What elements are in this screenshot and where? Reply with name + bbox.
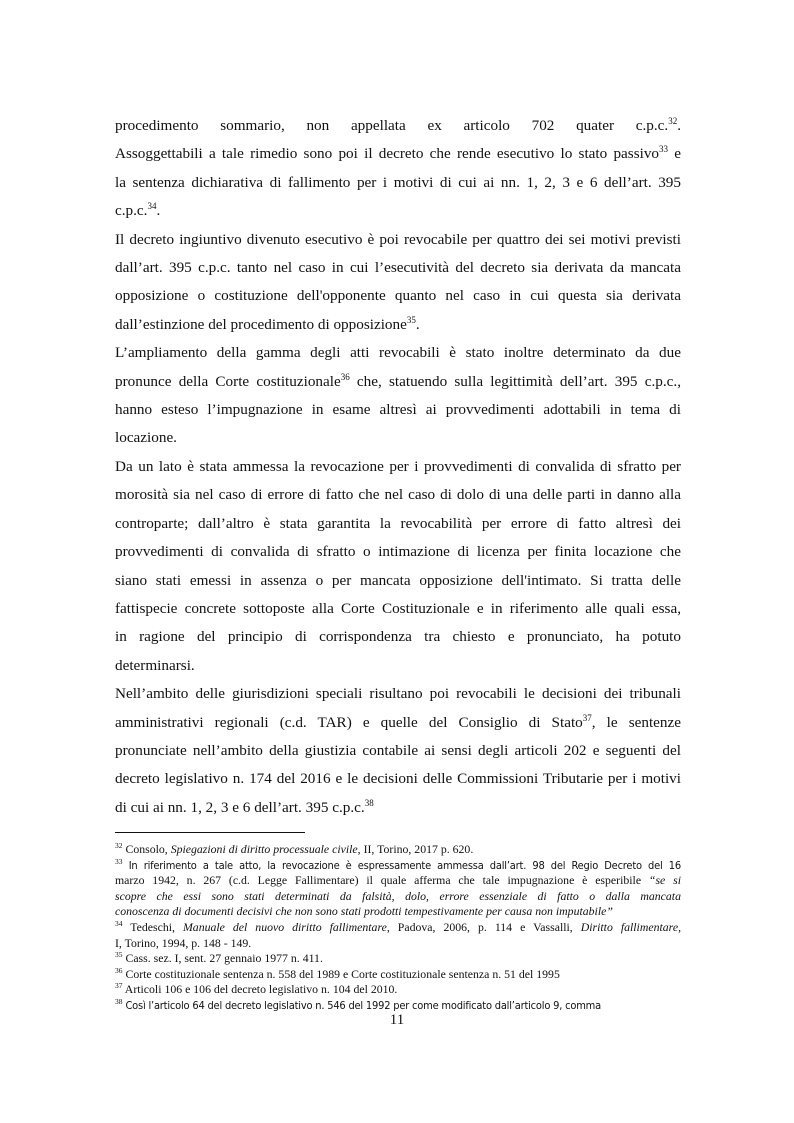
text-line: [115, 254, 681, 282]
italic-text: “se si: [648, 873, 681, 888]
text-run: hanno esteso l’impugnazione in esame altresì ai provvedimenti adottabili in tema di: [115, 401, 681, 419]
text-line: [115, 510, 681, 538]
text-run: Corte costituzionale sentenza n. 558 del 1989 e Corte costituzionale sentenza n. 51 del 1995: [122, 966, 560, 981]
footnote-number: 37: [115, 981, 123, 991]
text-run: decreto legislativo n. 174 del 2016 e le decisioni delle Commissioni Tributarie per i motivi: [115, 770, 681, 788]
footnote-line: [115, 904, 681, 920]
text-run: di cui ai nn. 1, 2, 3 e 6 dell’art. 395 c.p.c.: [115, 798, 365, 816]
text-line: [115, 709, 681, 737]
text-line: [115, 481, 681, 509]
text-line: [115, 282, 681, 310]
text-run: pronunce della Corte costituzionale: [115, 372, 341, 390]
footnote-line: [115, 982, 681, 998]
text-line: [115, 765, 681, 793]
footnote: [115, 842, 681, 858]
text-run: Tedeschi,: [122, 919, 183, 934]
page-number: 11: [389, 1012, 405, 1028]
text-line: [115, 794, 681, 822]
footnote: [115, 967, 681, 983]
text-run: I, Torino, 1994, p. 148 - 149.: [115, 935, 252, 950]
text-run: marzo 1942, n. 267 (c.d. Legge Fallimentare) il quale afferma che tale impugnazione è esperibile: [115, 873, 649, 888]
text-line: [115, 396, 681, 424]
paragraph: [115, 112, 681, 226]
text-run: c.p.c.: [115, 202, 148, 220]
text-run: Assoggettabili a tale rimedio sono poi il decreto che rende esecutivo lo stato passivo: [115, 145, 660, 163]
footnote: [115, 951, 681, 967]
paragraph: [115, 680, 681, 822]
footnote-line: [115, 889, 681, 905]
text-run: controparte; dall’altro è stata garantita la revocabilità per errore di fatto altresì dei: [115, 514, 681, 532]
footnote-ref: 35: [406, 314, 416, 325]
footnote-ref: 36: [340, 371, 350, 382]
italic-text: Manuale del nuovo diritto fallimentare: [182, 919, 387, 934]
text-line: [115, 737, 681, 765]
text-line: [115, 595, 681, 623]
footnote-line: [115, 920, 681, 936]
text-run: morosità sia nel caso di errore di fatto che nel caso di dolo di una delle parti in danno alla: [115, 486, 681, 504]
text-run: dall’art. 395 c.p.c. tanto nel caso in cui l’esecutività del decreto sia derivata da mancata: [115, 259, 681, 277]
text-run: provvedimenti di convalida di sfratto o intimazione di licenza per finita locazione che: [115, 543, 681, 561]
text-line: [115, 368, 681, 396]
footnote-number: 34: [115, 919, 123, 929]
body-text: [115, 112, 681, 822]
text-run: determinarsi.: [115, 656, 195, 674]
italic-text: Spiegazioni di diritto processuale civile: [170, 842, 358, 856]
footnote-line: [115, 951, 681, 967]
text-run: , II, Torino, 2017 p. 620.: [357, 842, 474, 856]
text-line: [115, 311, 681, 339]
text-run: procedimento sommario, non appellata ex articolo 702 quater c.p.c.: [115, 117, 669, 134]
text-line: [115, 538, 681, 566]
text-run: che, statuendo sulla legittimità dell’art. 395 c.p.c.,: [349, 372, 681, 390]
text-line: [115, 623, 681, 651]
text-run: Nell’ambito delle giurisdizioni speciali risultano poi revocabili le decisioni dei tribunali: [115, 685, 681, 703]
footnote-ref: 38: [364, 797, 374, 808]
text-run: .: [156, 202, 161, 220]
text-run: L’ampliamento della gamma degli atti revocabili è stato inoltre determinato da due: [115, 344, 681, 362]
text-line: [115, 112, 681, 140]
text-line: [115, 197, 681, 225]
italic-text: scopre che essi sono stati determinati da falsità, dolo, errore essenziale di fatto o dalla mancata: [115, 888, 681, 903]
text-line: [115, 339, 681, 367]
text-run: ,: [678, 919, 682, 934]
footnote-separator: [115, 832, 305, 833]
text-line: [115, 680, 681, 708]
italic-text: conoscenza di documenti decisivi che non sono stati prodotti tempestivamente per causa non imputabile”: [115, 904, 613, 919]
footnote-line: [115, 858, 681, 874]
text-line: [115, 226, 681, 254]
text-run: Consolo,: [122, 842, 171, 856]
footnote-ref: 32: [668, 115, 678, 126]
footnote-ref: 37: [582, 712, 592, 723]
footnotes: [115, 842, 681, 1014]
footnote-line: [115, 936, 681, 952]
footnote: [115, 982, 681, 998]
footnote-ref: 34: [147, 201, 157, 212]
text-run: Articoli 106 e 106 del decreto legislativo n. 104 del 2010.: [122, 982, 398, 997]
italic-text: Diritto fallimentare: [580, 919, 679, 934]
text-line: [115, 652, 681, 680]
text-line: [115, 140, 681, 168]
text-line: [115, 424, 681, 452]
footnote-number: 35: [115, 950, 123, 960]
paragraph: [115, 226, 681, 340]
text-line: [115, 567, 681, 595]
text-run: siano stati emessi in assenza o per mancata opposizione dell'intimato. Si tratta delle: [115, 571, 681, 589]
condensed-text: In riferimento a tale atto, la revocazione è espressamente ammessa dall’art. 98 del Regio Decreto del 16: [122, 858, 681, 872]
text-run: locazione.: [115, 429, 177, 447]
text-run: pronunciate nell’ambito della giustizia contabile ai sensi degli articoli 202 e seguenti del: [115, 741, 681, 759]
text-run: amministrativi regionali (c.d. TAR) e quelle del Consiglio di Stato: [115, 713, 583, 731]
footnote-line: [115, 842, 681, 858]
footnote: [115, 858, 681, 920]
footnote: [115, 920, 681, 951]
footnote-line: [115, 873, 681, 889]
text-run: Da un lato è stata ammessa la revocazione per i provvedimenti di convalida di sfratto per: [115, 457, 681, 475]
footnote-line: [115, 967, 681, 983]
footnote-number: 36: [115, 965, 123, 975]
text-line: [115, 453, 681, 481]
text-run: in ragione del principio di corrispondenza tra chiesto e pronunciato, ha potuto: [115, 628, 681, 646]
text-run: Il decreto ingiuntivo divenuto esecutivo è poi revocabile per quattro dei sei motivi previsti: [115, 230, 681, 248]
text-run: fattispecie concrete sottoposte alla Corte Costituzionale e in riferimento alle quali essa,: [115, 599, 681, 617]
paragraph: [115, 339, 681, 453]
text-run: .: [677, 117, 681, 134]
text-run: e: [668, 145, 681, 163]
text-run: la sentenza dichiarativa di fallimento per i motivi di cui ai nn. 1, 2, 3 e 6 dell’art. 395: [115, 173, 681, 191]
text-run: dall’estinzione del procedimento di opposizione: [115, 315, 407, 333]
text-run: .: [415, 315, 420, 333]
text-line: [115, 169, 681, 197]
paragraph: [115, 453, 681, 680]
footnote-number: 33: [115, 856, 123, 866]
text-run: , le sentenze: [591, 713, 681, 731]
footnote-number: 38: [115, 997, 123, 1007]
text-run: , Padova, 2006, p. 114 e Vassalli,: [386, 919, 581, 934]
text-run: Cass. sez. I, sent. 27 gennaio 1977 n. 411.: [122, 951, 323, 966]
text-run: opposizione o costituzione dell'opponente quanto nel caso in cui questa sia derivata: [115, 287, 681, 305]
footnote-number: 32: [115, 841, 123, 851]
condensed-text: Così l’articolo 64 del decreto legislativo n. 546 del 1992 per come modificato dall’articolo 9, comma: [122, 998, 601, 1012]
footnote-ref: 33: [659, 144, 669, 155]
